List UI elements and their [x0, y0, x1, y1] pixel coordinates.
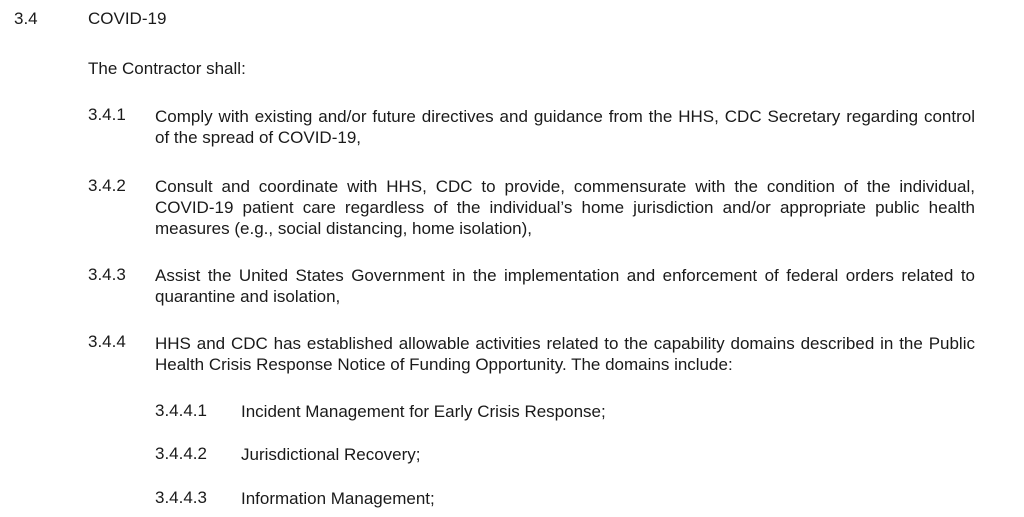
- item-text: HHS and CDC has established allowable activities related to the capability domains described in the Public Health Crisis Response Notice of Funding Opportunity. The domains include:: [155, 334, 975, 374]
- item-number: 3.4.4: [88, 332, 126, 351]
- subitem-number: 3.4.4.3: [155, 488, 207, 507]
- section-number: 3.4: [14, 9, 38, 28]
- subitem-text: Information Management;: [241, 489, 435, 508]
- subitem-text: Jurisdictional Recovery;: [241, 445, 421, 464]
- intro-text: The Contractor shall:: [88, 59, 246, 78]
- item-text: Consult and coordinate with HHS, CDC to provide, commensurate with the condition of the individual, COVID-19 patient care regardless of the individual’s home jurisdiction and/or appropriate public health measures (e.g., social distancing, home isolation),: [155, 177, 975, 238]
- item-text: Assist the United States Government in the implementation and enforcement of federal orders related to quarantine and isolation,: [155, 266, 975, 306]
- subitem-text: Incident Management for Early Crisis Response;: [241, 402, 606, 421]
- item-number: 3.4.2: [88, 176, 126, 195]
- section-title: COVID-19: [88, 9, 167, 28]
- subitem-number: 3.4.4.2: [155, 444, 207, 463]
- item-number: 3.4.3: [88, 265, 126, 284]
- item-number: 3.4.1: [88, 105, 126, 124]
- subitem-number: 3.4.4.1: [155, 401, 207, 420]
- item-text: Comply with existing and/or future directives and guidance from the HHS, CDC Secretary regarding control of the spread of COVID-19,: [155, 107, 975, 147]
